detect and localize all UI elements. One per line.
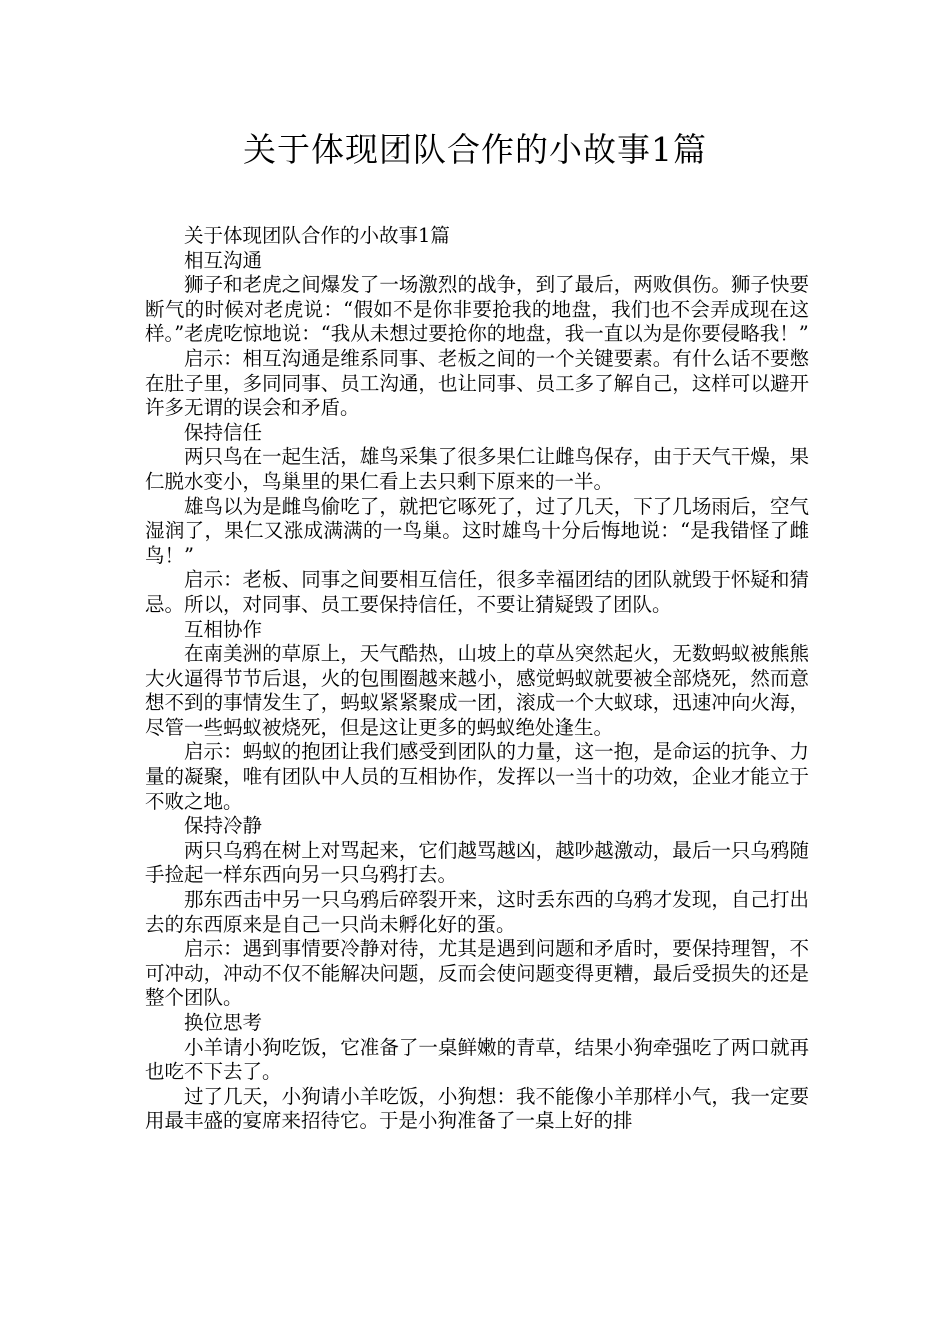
paragraph: 两只乌鸦在树上对骂起来，它们越骂越凶，越吵越激动，最后一只乌鸦随手捡起一样东西向另一只乌鸦打去。 [145,838,809,887]
section-heading: 互相协作 [184,617,263,641]
paragraph: 两只鸟在一起生活，雄鸟采集了很多果仁让雌鸟保存，由于天气干燥，果仁脱水变小，鸟巢里的果仁看上去只剩下原来的一半。 [145,445,809,493]
section-heading: 换位思考 [184,1011,263,1034]
paragraph: 启示：遇到事情要冷静对待，尤其是遇到问题和矛盾时，要保持理智，不可冲动，冲动不仅不能解决问题，反而会使问题变得更糟，最后受损失的还是整个团队。 [145,937,809,1010]
paragraph: 启示：老板、同事之间要相互信任，很多幸福团结的团队就毁于怀疑和猜忌。所以，对同事、员工要保持信任，不要让猜疑毁了团队。 [145,568,809,616]
section-heading: 相互沟通 [184,248,263,272]
paragraph: 启示：蚂蚁的抱团让我们感受到团队的力量，这一抱，是命运的抗争、力量的凝聚，唯有团队中人员的互相协作，发挥以一当十的功效，企业才能立于不败之地。 [145,740,809,813]
paragraph: 小羊请小狗吃饭，它准备了一桌鲜嫩的青草，结果小狗牵强吃了两口就再也吃不下去了。 [145,1035,809,1084]
section-heading: 保持信任 [184,420,263,444]
paragraph: 那东西击中另一只乌鸦后碎裂开来，这时丢东西的乌鸦才发现，自己打出去的东西原来是自己一只尚未孵化好的蛋。 [145,888,809,936]
paragraph: 在南美洲的草原上，天气酷热，山坡上的草丛突然起火，无数蚂蚁被熊熊大火逼得节节后退，火的包围圈越来越小，感觉蚂蚁就要被全部烧死，然而意想不到的事情发生了，蚂蚁紧紧聚成一团，滚成一个大蚁球，迅速冲向火海，尽管一些蚂蚁被烧死，但是这让更多的蚂蚁绝处逢生。 [145,642,809,739]
paragraph: 过了几天，小狗请小羊吃饭，小狗想：我不能像小羊那样小气，我一定要用最丰盛的宴席来招待它。于是小狗准备了一桌上好的排 [145,1084,809,1133]
paragraph: 启示：相互沟通是维系同事、老板之间的一个关键要素。有什么话不要憋在肚子里，多同同事、员工沟通，也让同事、员工多了解自己，这样可以避开许多无谓的误会和矛盾。 [145,346,809,420]
document-title: 关于体现团队合作的小故事1篇 [243,130,707,169]
paragraph: 狮子和老虎之间爆发了一场激烈的战争，到了最后，两败俱伤。狮子快要断气的时候对老虎说：“假如不是你非要抢我的地盘，我们也不会弄成现在这样。”老虎吃惊地说：“我从未想过要抢你的地盘，我一直以为是你要侵略我！” [145,273,809,346]
document-body [145,224,809,1134]
paragraph-subtitle: 关于体现团队合作的小故事1篇 [184,224,450,247]
section-heading: 保持冷静 [184,814,263,838]
paragraph: 雄鸟以为是雌鸟偷吃了，就把它啄死了，过了几天，下了几场雨后，空气湿润了，果仁又涨成满满的一鸟巢。这时雄鸟十分后悔地说：“是我错怪了雌鸟！” [145,494,809,567]
